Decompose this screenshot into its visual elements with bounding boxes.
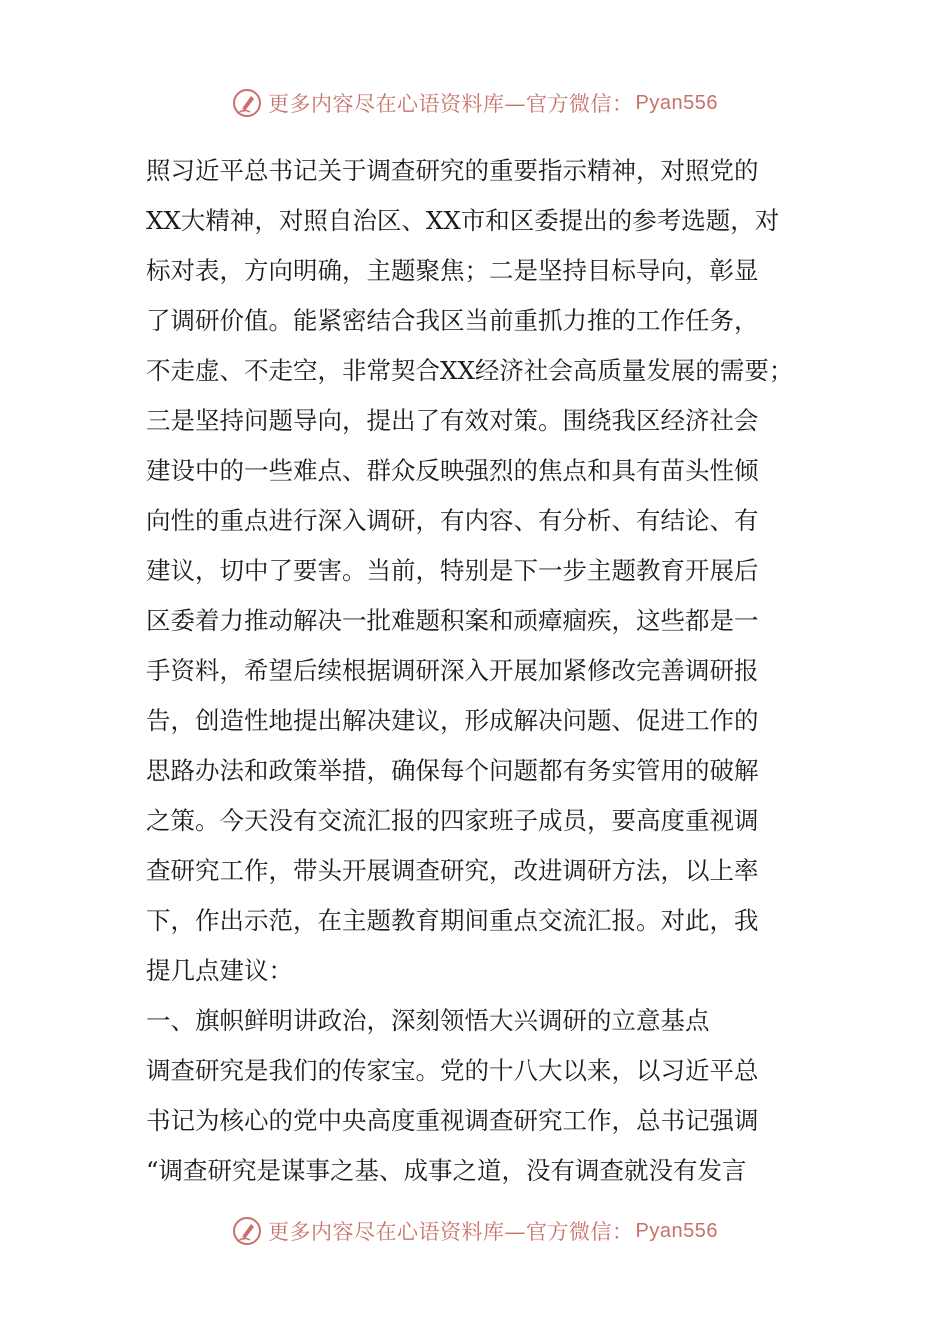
document-body — [146, 146, 806, 1196]
text-line: 标对表，方向明确，主题聚焦；二是坚持目标导向，彰显 — [146, 256, 759, 285]
text-line: 调查研究是我们的传家宝。党的十八大以来，以习近平总 — [146, 1056, 759, 1085]
text-line: 建设中的一些难点、群众反映强烈的焦点和具有苗头性倾 — [146, 456, 759, 485]
footer-banner-text: 更多内容尽在心语资料库—官方微信： — [268, 1220, 634, 1244]
text-line: 向性的重点进行深入调研，有内容、有分析、有结论、有 — [146, 506, 759, 535]
text-line: 查研究工作，带头开展调查研究，改进调研方法，以上率 — [146, 856, 759, 885]
text-line: 提几点建议： — [146, 956, 293, 985]
text-line: XX大精神，对照自治区、XX市和区委提出的参考选题，对 — [146, 206, 780, 235]
text-line: 不走虚、不走空，非常契合XX经济社会高质量发展的需要； — [146, 356, 794, 385]
header-wechat-id: Pyan556 — [635, 91, 718, 114]
text-line: 一、旗帜鲜明讲政治，深刻领悟大兴调研的立意基点 — [146, 1006, 710, 1035]
text-line: 思路办法和政策举措，确保每个问题都有务实管用的破解 — [146, 756, 759, 785]
text-line: 照习近平总书记关于调查研究的重要指示精神，对照党的 — [146, 156, 759, 185]
text-line: 下，作出示范，在主题教育期间重点交流汇报。对此，我 — [146, 906, 759, 935]
header-banner-text: 更多内容尽在心语资料库—官方微信： — [268, 92, 634, 116]
footer-banner — [0, 1212, 950, 1250]
footer-wechat-id: Pyan556 — [635, 1219, 718, 1242]
header-banner — [0, 84, 950, 122]
text-line: 书记为核心的党中央高度重视调查研究工作，总书记强调 — [146, 1106, 759, 1135]
pen-nib-icon — [232, 88, 262, 118]
text-line: 之策。今天没有交流汇报的四家班子成员，要高度重视调 — [146, 806, 759, 835]
pen-nib-icon — [232, 1216, 262, 1246]
text-line: 手资料，希望后续根据调研深入开展加紧修改完善调研报 — [146, 656, 759, 685]
text-line: 建议，切中了要害。当前，特别是下一步主题教育开展后 — [146, 556, 759, 585]
text-line: 三是坚持问题导向，提出了有效对策。围绕我区经济社会 — [146, 406, 759, 435]
text-line: “调查研究是谋事之基、成事之道，没有调查就没有发言 — [146, 1156, 747, 1185]
text-line: 告，创造性地提出解决建议，形成解决问题、促进工作的 — [146, 706, 759, 735]
text-line: 区委着力推动解决一批难题积案和顽瘴痼疾，这些都是一 — [146, 606, 759, 635]
text-line: 了调研价值。能紧密结合我区当前重抓力推的工作任务， — [146, 306, 759, 335]
